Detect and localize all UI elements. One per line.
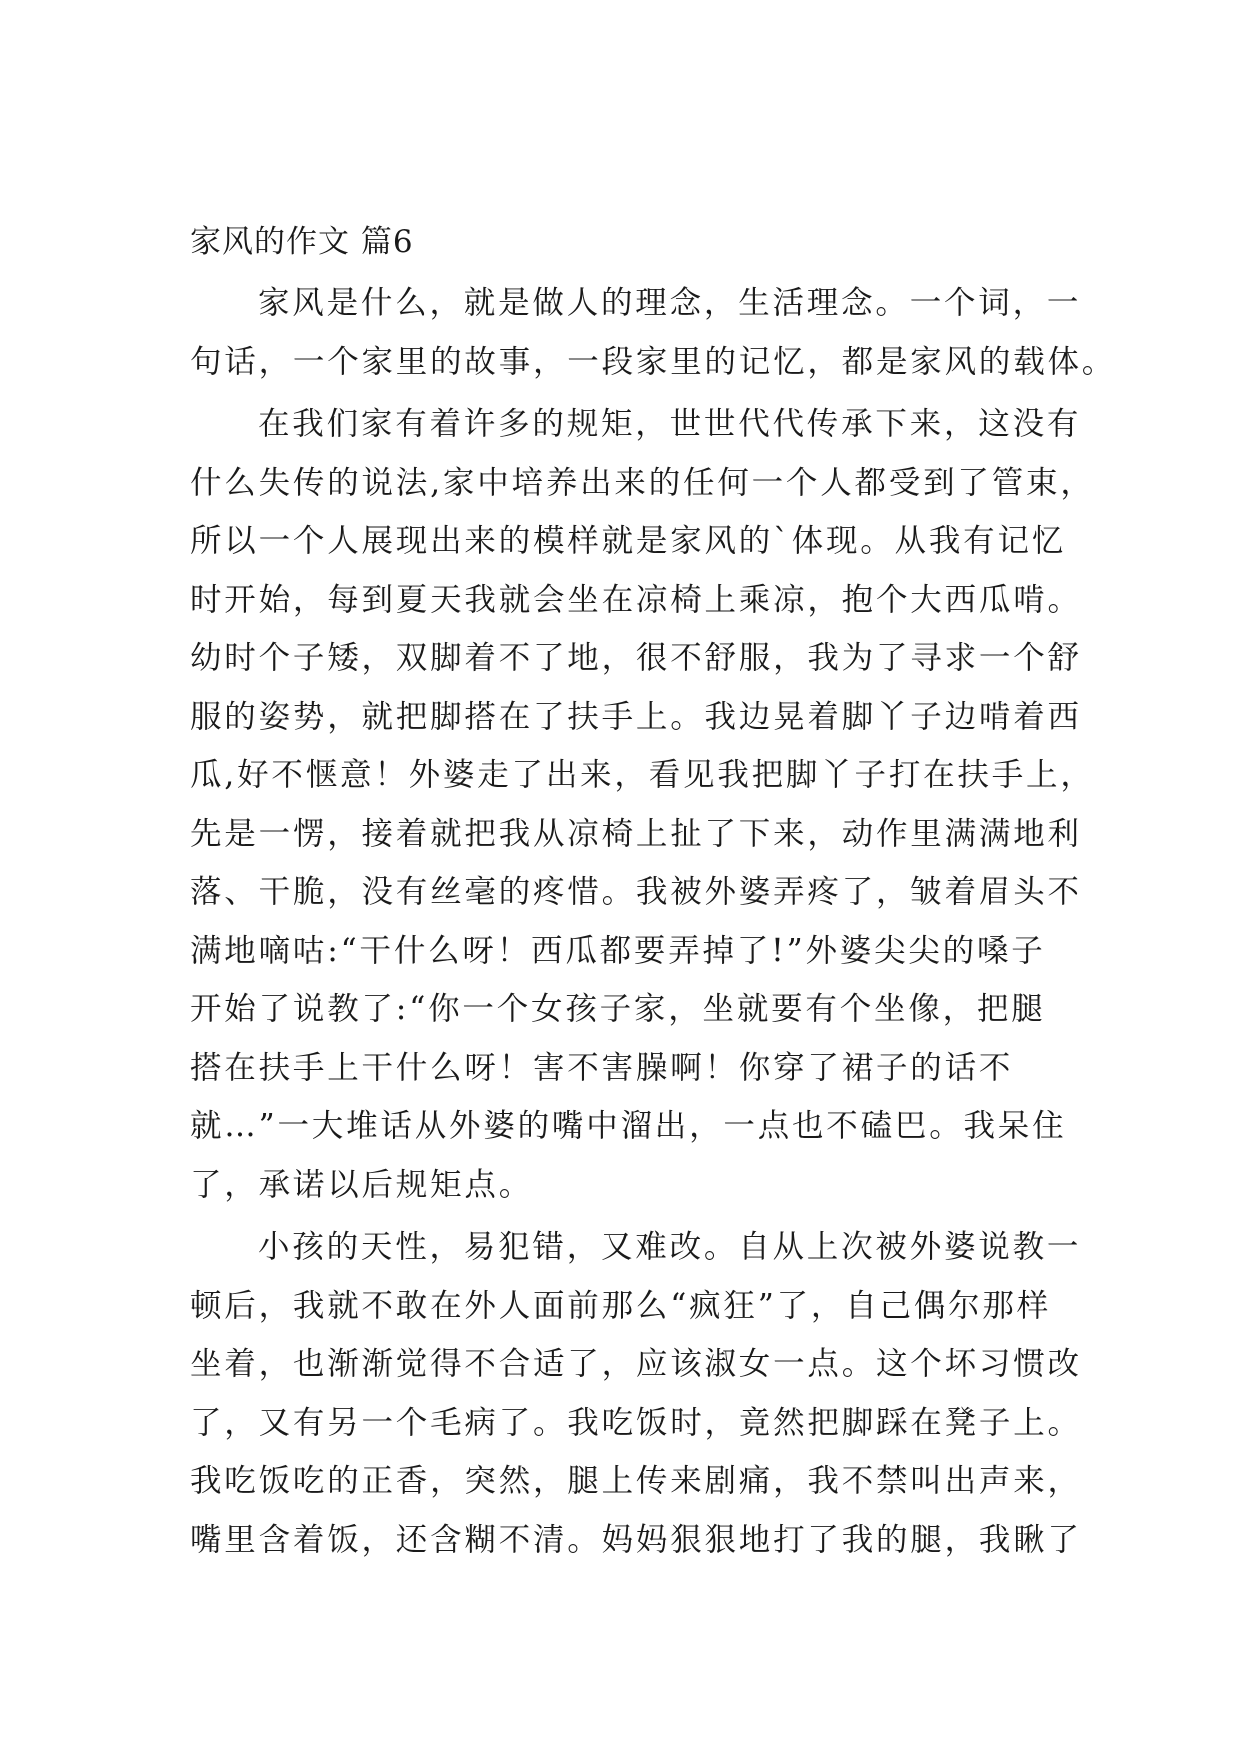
paragraph-line: 搭在扶手上干什么呀！害不害臊啊！你穿了裙子的话不 (190, 1049, 1014, 1086)
paragraph-line: 家风是什么，就是做人的理念，生活理念。一个词，一 (258, 285, 1082, 321)
paragraph-line: 瓜,好不惬意！外婆走了出来，看见我把脚丫子打在扶手上， (190, 757, 1095, 793)
paragraph-line: 坐着，也渐渐觉得不合适了，应该淑女一点。这个坏习惯改 (190, 1346, 1082, 1382)
paragraph-line: 满地嘀咕:“干什么呀！西瓜都要弄掉了!”外婆尖尖的嗓子 (190, 932, 1046, 969)
paragraph-line: 了，又有另一个毛病了。我吃饭时，竟然把脚踩在凳子上。 (190, 1404, 1082, 1441)
paragraph-line: 落、干脆，没有丝毫的疼惜。我被外婆弄疼了，皱着眉头不 (190, 874, 1082, 910)
paragraph-line: 就…”一大堆话从外婆的嘴中溜出，一点也不磕巴。我呆住 (190, 1108, 1067, 1144)
paragraph-line: 我吃饭吃的正香，突然，腿上传来剧痛，我不禁叫出声来， (190, 1463, 1082, 1499)
paragraph-3 (190, 1218, 1080, 1569)
paragraph-line: 句话，一个家里的故事，一段家里的记忆，都是家风的载体。 (190, 343, 1117, 380)
paragraph-line: 嘴里含着饭，还含糊不清。妈妈狠狠地打了我的腿，我瞅了 (190, 1521, 1082, 1558)
paragraph-line: 服的姿势，就把脚搭在了扶手上。我边晃着脚丫子边啃着西 (190, 698, 1082, 735)
paragraph-line: 所以一个人展现出来的模样就是家风的`体现。从我有记忆 (190, 523, 1067, 559)
paragraph-line: 顿后，我就不敢在外人面前那么“疯狂”了，自己偶尔那样 (190, 1287, 1052, 1324)
paragraph-line: 什么失传的说法,家中培养出来的任何一个人都受到了管束， (190, 464, 1095, 501)
paragraph-line: 在我们家有着许多的规矩，世世代代传承下来，这没有 (258, 406, 1082, 442)
paragraph-line: 开始了说教了:“你一个女孩子家，坐就要有个坐像，把腿 (190, 991, 1046, 1027)
paragraph-line: 幼时个子矮，双脚着不了地，很不舒服，我为了寻求一个舒 (190, 640, 1082, 676)
essay-body (190, 212, 1117, 1573)
paragraph-line: 先是一愣，接着就把我从凉椅上扯了下来，动作里满满地利 (190, 815, 1082, 852)
paragraph-2 (190, 395, 1095, 1214)
paragraph-line: 时开始，每到夏天我就会坐在凉椅上乘凉，抱个大西瓜啃。 (190, 581, 1082, 618)
paragraph-line: 小孩的天性，易犯错，又难改。自从上次被外婆说教一 (258, 1229, 1082, 1265)
paragraph-1 (190, 274, 1117, 391)
paragraph-line: 了，承诺以后规矩点。 (190, 1166, 534, 1203)
essay-title: 家风的作文 篇6 (190, 224, 414, 260)
